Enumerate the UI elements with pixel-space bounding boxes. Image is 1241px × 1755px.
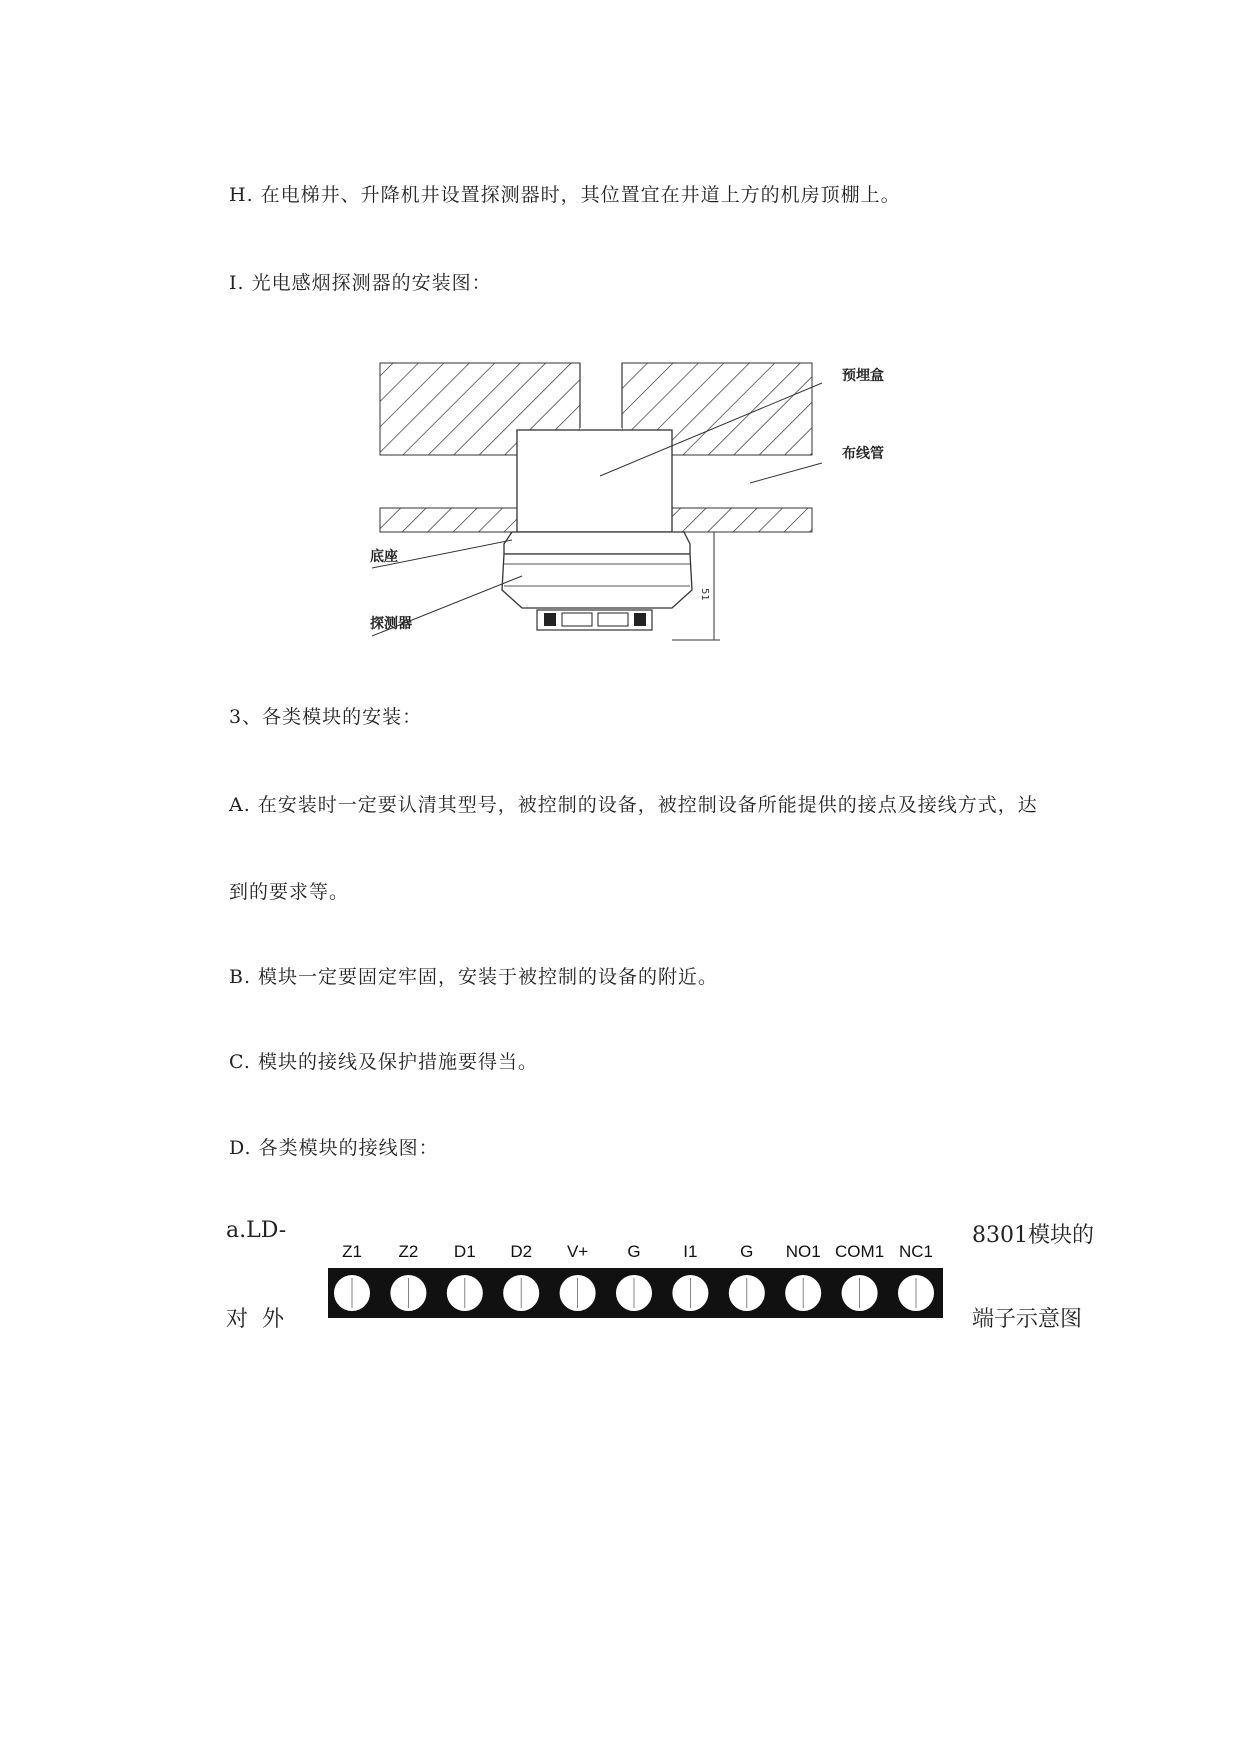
terminal-label: Z2 xyxy=(398,1242,419,1261)
terminal-label: D2 xyxy=(510,1242,533,1261)
para-section-3: 3、各类模块的安装： xyxy=(229,706,423,728)
para-h: H. 在电梯井、升降机井设置探测器时，其位置宜在井道上方的机房顶棚上。 xyxy=(229,184,901,206)
terminal-label: V+ xyxy=(566,1242,589,1261)
detector-installation-diagram xyxy=(370,358,884,662)
terminal-label: G xyxy=(740,1242,754,1261)
terminal-svg xyxy=(328,1238,943,1318)
label-embedded-box: 预埋盒 xyxy=(842,368,884,384)
para-b: B. 模块一定要固定牢固，安装于被控制的设备的附近。 xyxy=(229,966,719,988)
caption-right-bottom: 端子示意图 xyxy=(972,1307,1083,1332)
para-a-line1: A. 在安装时一定要认清其型号，被控制的设备，被控制设备所能提供的接点及接线方式，达 xyxy=(229,794,1038,816)
label-base: 底座 xyxy=(370,549,398,565)
caption-left-bottom: 对 外 xyxy=(226,1307,284,1332)
diagram-svg xyxy=(370,358,884,658)
dimension-label: 51 xyxy=(699,588,710,601)
terminal-label: D1 xyxy=(453,1242,476,1261)
caption-right-top: 8301模块的 xyxy=(972,1223,1094,1248)
detector-base xyxy=(504,532,690,554)
label-detector: 探测器 xyxy=(370,616,412,632)
terminal-label: NO1 xyxy=(785,1242,821,1261)
caption-left-top: a.LD- xyxy=(226,1218,287,1243)
para-c: C. 模块的接线及保护措施要得当。 xyxy=(229,1051,538,1073)
terminal-label: NC1 xyxy=(898,1242,934,1261)
detector-body xyxy=(502,554,692,608)
terminal-label: COM1 xyxy=(835,1242,885,1261)
terminal-label: G xyxy=(627,1242,641,1261)
terminal-label: I1 xyxy=(683,1242,698,1261)
terminal-label: Z1 xyxy=(342,1242,362,1261)
para-d: D. 各类模块的接线图： xyxy=(229,1137,439,1159)
para-i: I. 光电感烟探测器的安装图： xyxy=(229,272,492,294)
label-wiring-pipe: 布线管 xyxy=(842,446,884,462)
terminal-block-diagram xyxy=(328,1238,943,1318)
para-a-line2: 到的要求等。 xyxy=(229,881,350,903)
embedded-box xyxy=(517,430,672,532)
